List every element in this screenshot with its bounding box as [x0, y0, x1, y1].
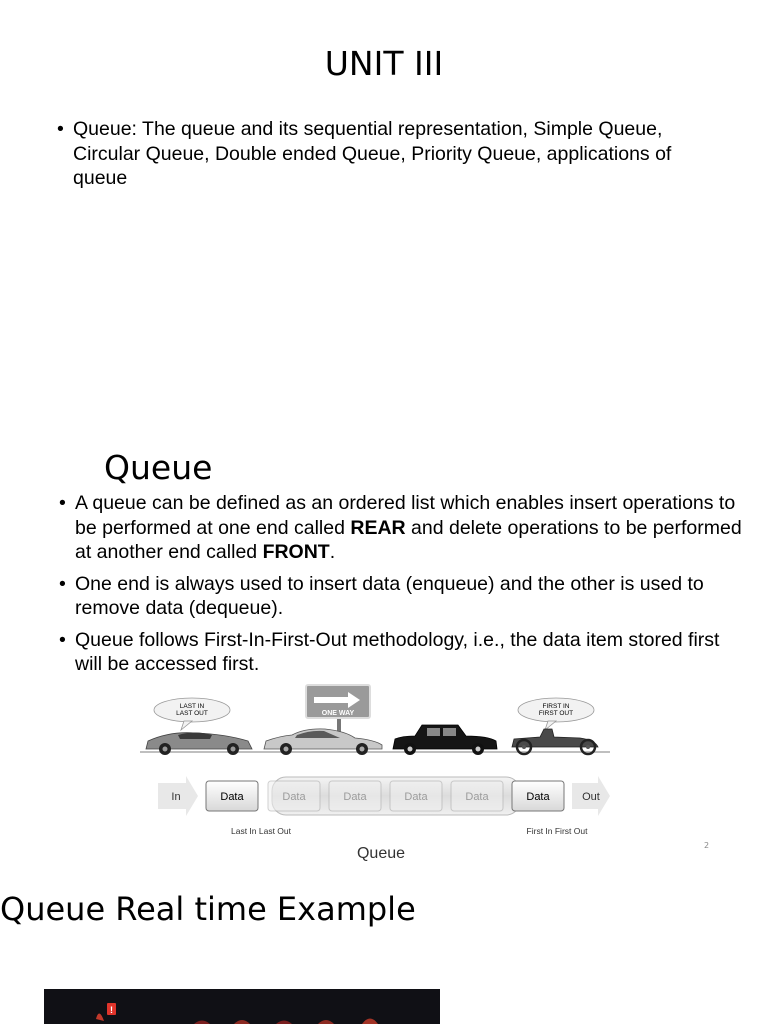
one-way-sign-text: ONE WAY	[321, 710, 355, 717]
svg-text:Data: Data	[465, 791, 489, 803]
example-title: Queue Real time Example	[0, 890, 416, 928]
unit-title: UNIT III	[324, 44, 444, 83]
front-term: FRONT	[262, 541, 330, 563]
queue-bullet-list	[59, 491, 749, 684]
out-arrow-icon	[572, 776, 610, 816]
data-box-queued-2	[329, 781, 381, 811]
svg-text:!: !	[110, 1005, 113, 1015]
figure-caption: Queue	[356, 845, 406, 862]
bubble-right-line2: FIRST OUT	[538, 710, 574, 717]
data-box-rear	[206, 781, 258, 811]
svg-text:Data: Data	[220, 791, 244, 803]
queue-definition-bullet	[59, 491, 749, 565]
queue-illustration	[140, 683, 620, 868]
in-label: In	[171, 791, 181, 803]
bubble-left-line2: LAST OUT	[176, 710, 208, 717]
in-arrow-icon	[158, 776, 198, 816]
data-box-queued-4	[451, 781, 503, 811]
enqueue-dequeue-bullet: • One end is always used to insert data (enqueue) and the other is used to remove data (dequeue).	[59, 572, 749, 621]
data-box-queued-3	[390, 781, 442, 811]
svg-text:Data: Data	[404, 791, 428, 803]
last-in-last-out-bubble	[154, 698, 230, 730]
svg-text:Data: Data	[343, 791, 367, 803]
svg-text:Data: Data	[282, 791, 306, 803]
queue-example-photo	[44, 989, 440, 1024]
data-box-front	[512, 781, 564, 811]
definition-text-2: and delete operations to be performed at another end called	[75, 516, 742, 563]
out-label: Out	[582, 791, 600, 803]
bubble-right-line1: FIRST IN	[542, 703, 570, 710]
unit-bullet-list	[57, 117, 717, 191]
bubble-left-line1: LAST IN	[179, 703, 205, 710]
svg-text:Data: Data	[526, 791, 550, 803]
data-box-queued-1	[268, 781, 320, 811]
antique-car-icon	[512, 729, 598, 754]
definition-text-1: A queue can be defined as an ordered list which enables insert operations to be performed at one end called	[75, 492, 736, 539]
sedan-car-icon	[264, 729, 382, 755]
rear-term: REAR	[350, 516, 406, 539]
page-number: 2	[704, 841, 710, 850]
caption-first-in-first-out: First In First Out	[526, 826, 588, 836]
vintage-car-icon	[393, 725, 497, 755]
first-in-first-out-bubble	[518, 698, 594, 730]
caption-last-in-last-out: Last In Last Out	[230, 826, 292, 836]
fifo-bullet: • Queue follows First-In-First-Out methodology, i.e., the data item stored first will be accessed first.	[59, 628, 749, 677]
queue-heading: Queue	[104, 448, 213, 487]
definition-text-3: .	[329, 541, 336, 563]
unit-bullet: • Queue: The queue and its sequential representation, Simple Queue, Circular Queue, Double ended Queue, Priority Queue, applications of queue	[57, 117, 717, 191]
